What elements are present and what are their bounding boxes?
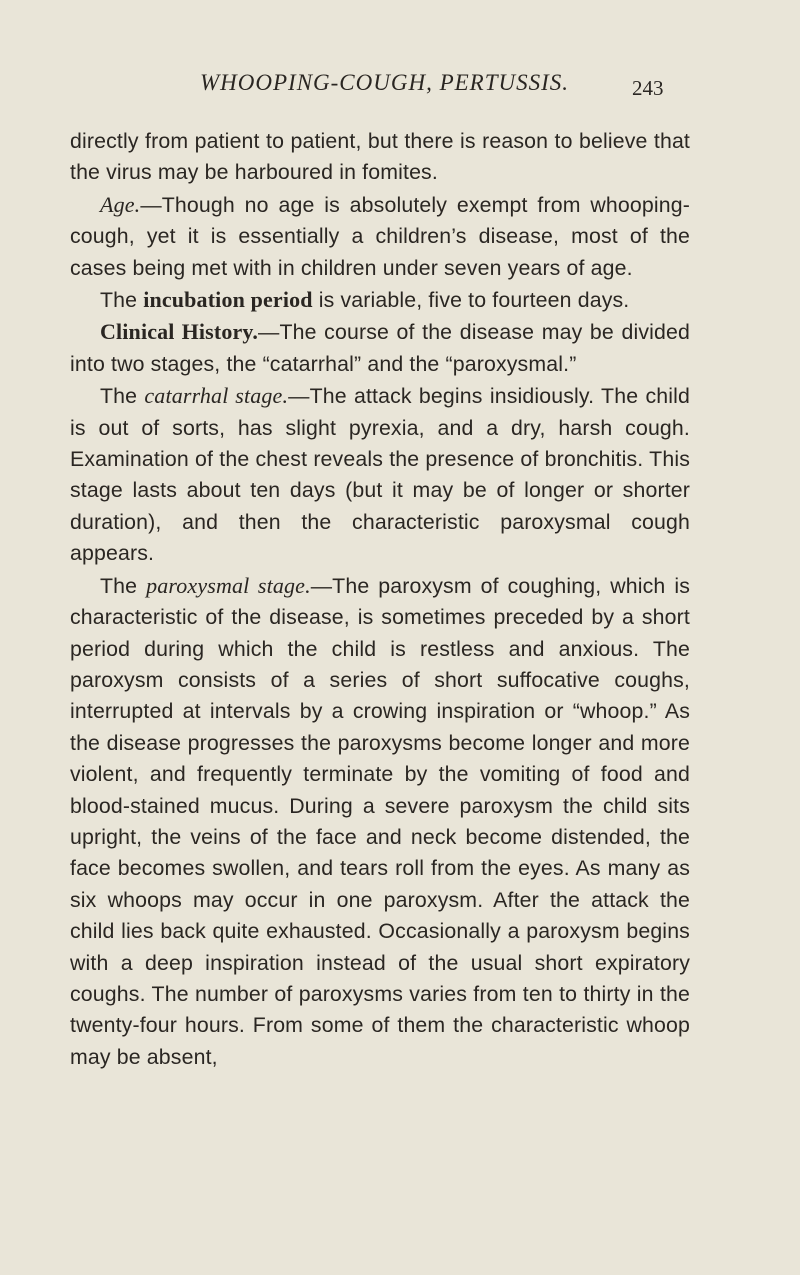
- paragraph-text: —The paroxysm of coughing, which is characteristic of the disease, is sometimes preceded by a short period during which the child is restless and anxious. The paroxysm consists of a series of short suffocative coughs, interrupted at intervals by a crowing inspiration or “whoop.” As the disease progresses the paroxysms become longer and more violent, and frequently terminate by the vomiting of food and blood-stained mucus. During a severe paroxysm the child sits upright, the veins of the face and neck become distended, the face becomes swollen, and tears roll from the eyes. As many as six whoops may occur in one paroxysm. After the attack the child lies back quite exhausted. Occasionally a paroxysm begins with a deep inspiration instead of the usual short expiratory coughs. The number of paroxysms varies from ten to thirty in the twenty-four hours. From some of them the characteristic whoop may be absent,: [70, 573, 691, 1069]
- paragraph-contagion: [70, 126, 690, 189]
- paragraph-clinical-history: [70, 316, 690, 380]
- section-label-clinical-history: Clinical History.: [100, 319, 259, 345]
- paragraph-incubation: [70, 284, 690, 316]
- paragraph-catarrhal: [70, 380, 690, 569]
- paragraph-prefix: The: [100, 384, 145, 409]
- body-text: [70, 126, 690, 1073]
- section-label-paroxysmal: paroxysmal stage.: [146, 572, 311, 598]
- paragraph-age: [70, 189, 690, 284]
- paragraph-text: is variable, five to fourteen days.: [312, 288, 630, 313]
- paragraph-text: —Though no age is absolutely exempt from whooping-cough, yet it is essentially a children’s disease, most of the cases being met with in children under seven years of age.: [70, 192, 690, 280]
- paragraph-text: directly from patient to patient, but there is reason to believe that the virus may be harboured in fomites.: [70, 129, 690, 185]
- paragraph-prefix: The: [100, 573, 147, 598]
- paragraph-prefix: The: [100, 288, 144, 313]
- section-label-incubation: incubation period: [143, 287, 313, 313]
- running-head: WHOOPING-COUGH, PERTUSSIS.: [200, 70, 570, 95]
- paragraph-text: —The attack begins insidiously. The child is out of sorts, has slight pyrexia, and a dry, harsh cough. Examination of the chest reveals the presence of bronchitis. This stage lasts about ten days (but it may be of longer or shorter duration), and then the characteristic paroxysmal cough appears.: [70, 384, 690, 566]
- section-label-age: Age.: [100, 191, 141, 217]
- paragraph-text: —The course of the disease may be divided into two stages, the “catarrhal” and the “paroxysmal.”: [70, 320, 690, 376]
- section-label-catarrhal: catarrhal stage.: [144, 383, 289, 409]
- page-number: 243: [632, 76, 664, 100]
- paragraph-paroxysmal: [70, 570, 690, 1074]
